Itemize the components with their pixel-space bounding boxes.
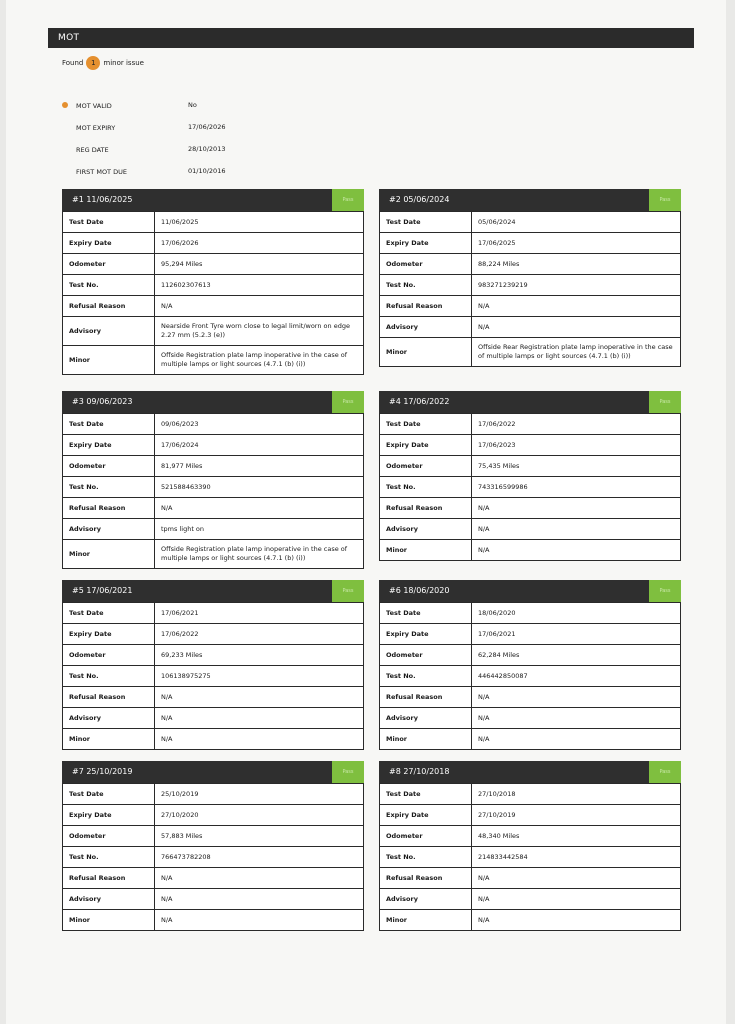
row-value: N/A (155, 296, 364, 317)
table-row (380, 805, 681, 826)
row-value: N/A (155, 498, 364, 519)
table-row (380, 624, 681, 645)
mot-test-card (62, 761, 364, 931)
table-row (63, 477, 364, 498)
row-label: Test No. (380, 666, 472, 687)
pass-badge: Pass (332, 189, 364, 211)
summary-label: MOT EXPIRY (76, 124, 116, 132)
test-card-title: #2 05/06/2024 (389, 195, 450, 204)
table-row (63, 826, 364, 847)
row-label: Minor (63, 910, 155, 931)
table-row (380, 456, 681, 477)
row-label: Minor (63, 540, 155, 569)
row-label: Expiry Date (63, 805, 155, 826)
test-detail-table (379, 602, 681, 750)
row-value: N/A (472, 729, 681, 750)
table-row (63, 784, 364, 805)
section-title: MOT (58, 33, 80, 43)
row-label: Advisory (63, 519, 155, 540)
row-label: Refusal Reason (63, 868, 155, 889)
row-value: 95,294 Miles (155, 254, 364, 275)
table-row (380, 708, 681, 729)
summary-label: MOT VALID (76, 102, 112, 110)
table-row (63, 805, 364, 826)
row-value: N/A (472, 910, 681, 931)
row-value: Nearside Front Tyre worn close to legal limit/worn on edge 2.27 mm (5.2.3 (e)) (155, 317, 364, 346)
row-label: Advisory (380, 889, 472, 910)
table-row (380, 296, 681, 317)
row-value: 214833442584 (472, 847, 681, 868)
row-value: 766473782208 (155, 847, 364, 868)
issue-count-badge: 1 (86, 56, 100, 70)
row-label: Minor (63, 729, 155, 750)
row-value: N/A (472, 498, 681, 519)
test-detail-table (62, 783, 364, 931)
table-row (63, 317, 364, 346)
row-label: Expiry Date (63, 435, 155, 456)
row-label: Advisory (63, 708, 155, 729)
row-label: Test No. (63, 275, 155, 296)
mot-test-card (379, 189, 681, 367)
summary-value: 01/10/2016 (188, 167, 226, 175)
row-label: Odometer (63, 254, 155, 275)
table-row (63, 540, 364, 569)
pass-badge: Pass (332, 580, 364, 602)
row-value: 446442850087 (472, 666, 681, 687)
table-row (380, 847, 681, 868)
row-label: Odometer (380, 456, 472, 477)
table-row (380, 910, 681, 931)
test-card-title: #4 17/06/2022 (389, 397, 450, 406)
table-row (63, 708, 364, 729)
row-value: 27/10/2019 (472, 805, 681, 826)
row-value: 88,224 Miles (472, 254, 681, 275)
table-row (380, 254, 681, 275)
table-row (63, 254, 364, 275)
table-row (63, 296, 364, 317)
row-value: 81,977 Miles (155, 456, 364, 477)
row-value: N/A (155, 910, 364, 931)
table-row (380, 645, 681, 666)
table-row (380, 212, 681, 233)
row-label: Expiry Date (63, 233, 155, 254)
table-row (380, 784, 681, 805)
table-row (380, 729, 681, 750)
row-value: 27/10/2020 (155, 805, 364, 826)
table-row (63, 729, 364, 750)
row-label: Expiry Date (380, 624, 472, 645)
row-value: 62,284 Miles (472, 645, 681, 666)
summary-row (62, 98, 482, 120)
pass-badge: Pass (332, 761, 364, 783)
table-row (63, 212, 364, 233)
row-value: 18/06/2020 (472, 603, 681, 624)
table-row (380, 317, 681, 338)
table-row (63, 346, 364, 375)
row-value: 09/06/2023 (155, 414, 364, 435)
row-label: Refusal Reason (380, 687, 472, 708)
pass-badge: Pass (649, 580, 681, 602)
pass-badge: Pass (332, 391, 364, 413)
row-label: Test Date (380, 212, 472, 233)
row-value: N/A (472, 889, 681, 910)
mot-test-card (62, 580, 364, 750)
table-row (63, 414, 364, 435)
test-card-header (379, 391, 681, 413)
table-row (380, 275, 681, 296)
row-value: 25/10/2019 (155, 784, 364, 805)
row-label: Advisory (380, 708, 472, 729)
row-label: Test Date (380, 603, 472, 624)
row-value: N/A (472, 317, 681, 338)
row-label: Minor (380, 338, 472, 367)
row-label: Advisory (63, 889, 155, 910)
test-detail-table (379, 783, 681, 931)
row-label: Refusal Reason (63, 296, 155, 317)
table-row (63, 233, 364, 254)
table-row (380, 477, 681, 498)
table-row (63, 603, 364, 624)
row-value: Offside Registration plate lamp inoperative in the case of multiple lamps or light sources (4.7.1 (b) (i)) (155, 346, 364, 375)
test-detail-table (62, 602, 364, 750)
row-label: Refusal Reason (63, 687, 155, 708)
row-value: Offside Rear Registration plate lamp inoperative in the case of multiple lamps or light sources (4.7.1 (b) (i)) (472, 338, 681, 367)
summary-value: 17/06/2026 (188, 123, 226, 131)
row-value: N/A (472, 868, 681, 889)
row-value: 17/06/2021 (155, 603, 364, 624)
test-detail-table (379, 211, 681, 367)
row-label: Test No. (63, 666, 155, 687)
table-row (380, 826, 681, 847)
row-label: Refusal Reason (63, 498, 155, 519)
test-detail-table (62, 211, 364, 375)
row-value: Offside Registration plate lamp inoperative in the case of multiple lamps or light sources (4.7.1 (b) (i)) (155, 540, 364, 569)
table-row (63, 910, 364, 931)
row-value: 743316599986 (472, 477, 681, 498)
row-label: Test No. (380, 847, 472, 868)
table-row (380, 519, 681, 540)
table-row (380, 889, 681, 910)
row-label: Test No. (63, 847, 155, 868)
row-label: Test No. (63, 477, 155, 498)
row-label: Refusal Reason (380, 868, 472, 889)
table-row (63, 847, 364, 868)
row-value: 05/06/2024 (472, 212, 681, 233)
test-card-header (379, 761, 681, 783)
row-value: 17/06/2022 (155, 624, 364, 645)
row-value: 48,340 Miles (472, 826, 681, 847)
summary-row (62, 164, 482, 186)
row-label: Advisory (63, 317, 155, 346)
row-value: N/A (472, 519, 681, 540)
table-row (380, 540, 681, 561)
row-label: Minor (380, 729, 472, 750)
test-card-header (62, 580, 364, 602)
row-label: Odometer (380, 645, 472, 666)
summary-label: REG DATE (76, 146, 109, 154)
row-label: Expiry Date (380, 805, 472, 826)
table-row (380, 498, 681, 519)
table-row (63, 435, 364, 456)
test-card-title: #5 17/06/2021 (72, 586, 133, 595)
row-label: Test Date (63, 212, 155, 233)
test-card-header (379, 580, 681, 602)
mot-summary (62, 98, 482, 186)
row-value: 17/06/2024 (155, 435, 364, 456)
table-row (380, 687, 681, 708)
test-card-header (62, 189, 364, 211)
table-row (380, 414, 681, 435)
row-value: 106138975275 (155, 666, 364, 687)
row-value: N/A (472, 687, 681, 708)
row-value: tpms light on (155, 519, 364, 540)
row-value: 17/06/2021 (472, 624, 681, 645)
table-row (63, 498, 364, 519)
table-row (63, 275, 364, 296)
status-dot-icon (62, 102, 68, 108)
row-value: N/A (155, 687, 364, 708)
row-label: Odometer (63, 645, 155, 666)
test-card-header (379, 189, 681, 211)
table-row (63, 519, 364, 540)
test-card-header (62, 391, 364, 413)
test-detail-table (62, 413, 364, 569)
row-label: Test No. (380, 477, 472, 498)
row-label: Test Date (380, 414, 472, 435)
row-label: Refusal Reason (380, 296, 472, 317)
row-value: 983271239219 (472, 275, 681, 296)
row-value: 69,233 Miles (155, 645, 364, 666)
row-value: 57,883 Miles (155, 826, 364, 847)
test-detail-table (379, 413, 681, 561)
test-card-title: #8 27/10/2018 (389, 767, 450, 776)
mot-test-card (379, 761, 681, 931)
row-value: N/A (472, 296, 681, 317)
row-value: N/A (472, 708, 681, 729)
row-label: Refusal Reason (380, 498, 472, 519)
row-value: N/A (155, 889, 364, 910)
row-label: Odometer (63, 826, 155, 847)
table-row (63, 889, 364, 910)
row-label: Odometer (380, 826, 472, 847)
summary-label: FIRST MOT DUE (76, 168, 127, 176)
test-card-title: #7 25/10/2019 (72, 767, 133, 776)
table-row (63, 687, 364, 708)
pass-badge: Pass (649, 189, 681, 211)
row-label: Odometer (380, 254, 472, 275)
mot-test-card (379, 391, 681, 561)
row-label: Test Date (380, 784, 472, 805)
row-label: Minor (63, 346, 155, 375)
summary-row (62, 142, 482, 164)
row-value: N/A (155, 729, 364, 750)
test-card-title: #1 11/06/2025 (72, 195, 133, 204)
row-value: N/A (472, 540, 681, 561)
row-value: 17/06/2025 (472, 233, 681, 254)
table-row (63, 456, 364, 477)
mot-test-card (62, 391, 364, 569)
summary-value: 28/10/2013 (188, 145, 226, 153)
row-value: N/A (155, 868, 364, 889)
row-label: Expiry Date (380, 435, 472, 456)
row-value: 11/06/2025 (155, 212, 364, 233)
table-row (380, 435, 681, 456)
table-row (380, 603, 681, 624)
pass-badge: Pass (649, 761, 681, 783)
issues-found-line (62, 56, 144, 70)
test-card-title: #3 09/06/2023 (72, 397, 133, 406)
section-title-bar (48, 28, 694, 48)
mot-test-card (379, 580, 681, 750)
row-value: 112602307613 (155, 275, 364, 296)
table-row (380, 868, 681, 889)
table-row (63, 624, 364, 645)
row-label: Test No. (380, 275, 472, 296)
summary-value: No (188, 101, 197, 109)
row-label: Expiry Date (63, 624, 155, 645)
row-value: 75,435 Miles (472, 456, 681, 477)
row-value: 27/10/2018 (472, 784, 681, 805)
row-label: Minor (380, 910, 472, 931)
row-label: Odometer (63, 456, 155, 477)
row-label: Test Date (63, 414, 155, 435)
row-label: Advisory (380, 519, 472, 540)
found-suffix: minor issue (103, 59, 144, 67)
found-prefix: Found (62, 59, 84, 67)
row-value: 17/06/2022 (472, 414, 681, 435)
table-row (63, 645, 364, 666)
table-row (380, 338, 681, 367)
row-value: 521588463390 (155, 477, 364, 498)
row-label: Expiry Date (380, 233, 472, 254)
row-label: Test Date (63, 784, 155, 805)
table-row (63, 666, 364, 687)
row-value: 17/06/2026 (155, 233, 364, 254)
row-value: N/A (155, 708, 364, 729)
table-row (63, 868, 364, 889)
table-row (380, 233, 681, 254)
row-label: Advisory (380, 317, 472, 338)
row-label: Minor (380, 540, 472, 561)
summary-row (62, 120, 482, 142)
row-label: Test Date (63, 603, 155, 624)
mot-test-card (62, 189, 364, 375)
test-card-title: #6 18/06/2020 (389, 586, 450, 595)
row-value: 17/06/2023 (472, 435, 681, 456)
pass-badge: Pass (649, 391, 681, 413)
table-row (380, 666, 681, 687)
test-card-header (62, 761, 364, 783)
